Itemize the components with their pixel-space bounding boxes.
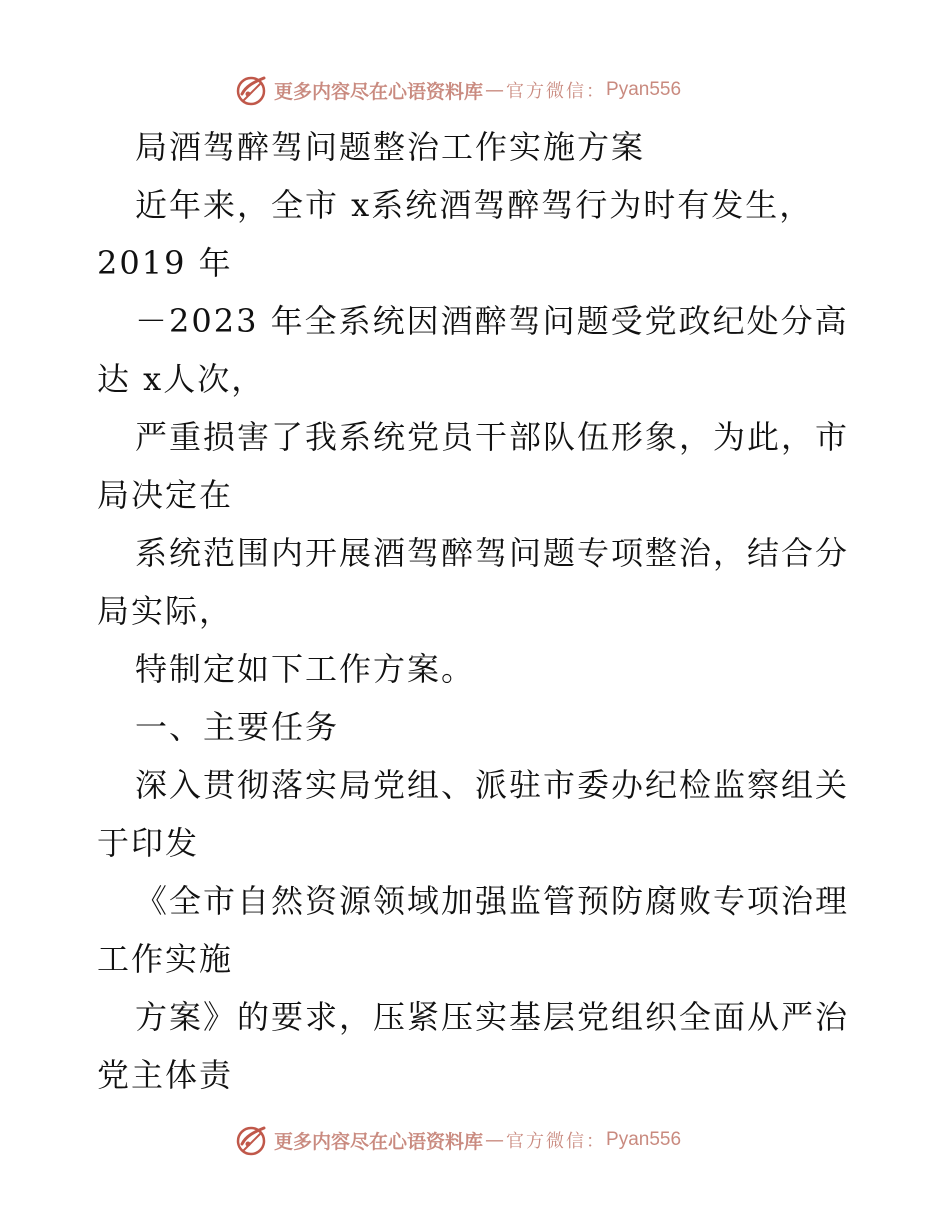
- text-line: 局实际，: [97, 592, 234, 630]
- text-line: 《全市自然资源领域加强监管预防腐败专项治理: [135, 882, 850, 920]
- pen-logo-icon: [234, 72, 270, 108]
- text-line: 深入贯彻落实局党组、派驻市委办纪检监察组关: [135, 766, 850, 804]
- text-line: 方案》的要求，压紧压实基层党组织全面从严治: [135, 998, 850, 1036]
- section-heading: 一、主要任务: [135, 708, 340, 746]
- watermark-main-text: 更多内容尽在心语资料库: [274, 80, 484, 103]
- pen-logo-icon: [234, 1122, 270, 1158]
- text-line: 系统范围内开展酒驾醉驾问题专项整治，结合分: [135, 534, 850, 572]
- footer-watermark: [234, 1120, 714, 1160]
- header-watermark: [234, 70, 714, 110]
- watermark-wechat-label: 官方微信：: [506, 1131, 607, 1152]
- text-line: 党主体责: [97, 1056, 234, 1094]
- text-line: 近年来，全市 x系统酒驾醉驾行为时有发生，: [135, 186, 814, 224]
- text-line: 严重损害了我系统党员干部队伍形象，为此，市: [135, 418, 850, 456]
- text-line: 于印发: [97, 824, 200, 862]
- watermark-wechat-id: Pyan556: [606, 1129, 682, 1150]
- text-line: 2019 年: [97, 244, 233, 282]
- watermark-dash: —: [485, 79, 505, 101]
- watermark-wechat-label: 官方微信：: [506, 81, 607, 102]
- text-line: 达 x人次，: [97, 360, 266, 398]
- watermark-wechat-id: Pyan556: [606, 79, 682, 100]
- watermark-dash: —: [485, 1129, 505, 1151]
- document-title: 局酒驾醉驾问题整治工作实施方案: [135, 128, 646, 166]
- watermark-main-text: 更多内容尽在心语资料库: [274, 1130, 484, 1153]
- text-line: 特制定如下工作方案。: [135, 650, 476, 688]
- text-line: 局决定在: [97, 476, 234, 514]
- text-line: 工作实施: [97, 940, 234, 978]
- text-line: －2023 年全系统因酒醉驾问题受党政纪处分高: [135, 302, 849, 340]
- document-body: [97, 118, 857, 1104]
